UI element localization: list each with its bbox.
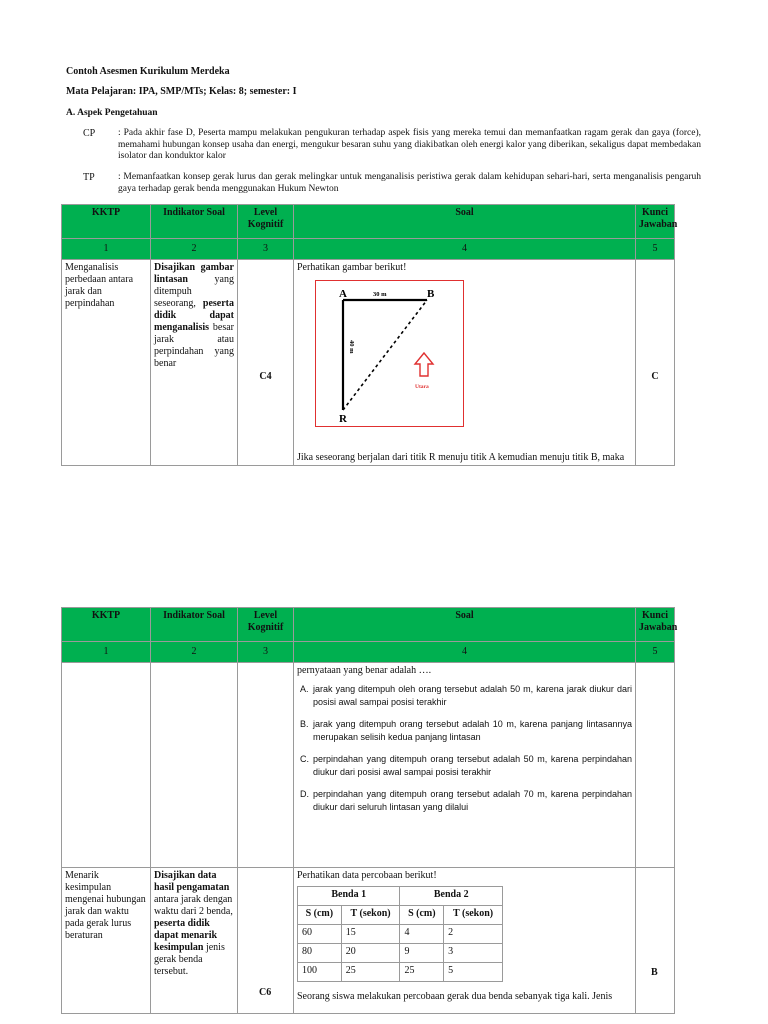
- indikator-bold: peserta didik dapat menarik kesimpulan: [154, 918, 218, 953]
- column-number: 3: [238, 642, 294, 663]
- level-value: C6: [259, 987, 272, 998]
- indikator-bold: peserta didik dapat menganalisis: [154, 298, 234, 333]
- data-cell: 25: [400, 963, 444, 982]
- data-row: [298, 944, 503, 963]
- answer-option-c: [297, 753, 632, 779]
- group-header-benda-2: Benda 2: [400, 887, 503, 906]
- soal-intro: Perhatikan gambar berikut!: [297, 262, 407, 273]
- kktp-cell: [62, 260, 151, 466]
- table-row: [62, 663, 675, 868]
- data-cell: 25: [341, 963, 400, 982]
- kktp-cell: [62, 663, 151, 868]
- column-number: 1: [62, 642, 151, 663]
- data-row: [298, 925, 503, 944]
- column-number: 5: [636, 642, 675, 663]
- point-r-label: R: [339, 413, 347, 425]
- point-b-label: B: [427, 288, 435, 300]
- experiment-data-table: [297, 886, 503, 982]
- level-cell: [238, 663, 294, 868]
- data-cell: 80: [298, 944, 342, 963]
- path-figure: [315, 280, 465, 428]
- header-soal: Soal: [294, 608, 636, 642]
- cp-label: CP: [83, 128, 96, 139]
- indikator-cell: [151, 663, 238, 868]
- point-a-label: A: [339, 288, 347, 300]
- north-label: Utara: [415, 384, 429, 390]
- option-letter: D.: [300, 789, 309, 799]
- assessment-table-1: [61, 204, 678, 466]
- data-cell: 5: [444, 963, 503, 982]
- header-indikator: Indikator Soal: [151, 608, 238, 642]
- kunci-cell: [636, 260, 675, 466]
- option-letter: B.: [300, 719, 309, 729]
- answer-option-b: [297, 718, 632, 744]
- option-letter: C.: [300, 754, 309, 764]
- soal-intro: Perhatikan data percobaan berikut!: [297, 870, 437, 881]
- table-row: [62, 260, 675, 466]
- column-number-row: [62, 642, 675, 663]
- column-number: 4: [294, 239, 636, 260]
- column-header: T (sekon): [444, 906, 503, 925]
- indikator-cell: [151, 868, 238, 1014]
- header-kktp: KKTP: [62, 608, 151, 642]
- column-header: S (cm): [400, 906, 444, 925]
- soal-continuation: pernyataan yang benar adalah ….: [297, 665, 432, 676]
- column-number: 2: [151, 642, 238, 663]
- table-header-row: [62, 205, 675, 239]
- level-cell: [238, 868, 294, 1014]
- header-kunci: Kunci Jawaban: [636, 608, 675, 642]
- kunci-value: B: [651, 967, 658, 978]
- option-text: perpindahan yang ditempuh orang tersebut adalah 50 m, karena perpindahan diukur dari posisi awal sampai posisi terakhir: [313, 754, 632, 777]
- kunci-cell: [636, 663, 675, 868]
- assessment-table-2: [61, 607, 678, 1014]
- column-header: S (cm): [298, 906, 342, 925]
- soal-continuation: Seorang siswa melakukan percobaan gerak dua benda sebanyak tiga kali. Jenis: [297, 991, 613, 1002]
- soal-cell: [294, 663, 636, 868]
- kktp-cell: [62, 868, 151, 1014]
- indikator-bold: Disajikan gambar lintasan: [154, 262, 234, 285]
- kktp-text: Menarik kesimpulan mengenai hubungan jarak dan waktu pada gerak lurus beraturan: [65, 870, 146, 941]
- column-number: 5: [636, 239, 675, 260]
- answer-option-a: [297, 683, 632, 709]
- level-cell: [238, 260, 294, 466]
- column-number: 1: [62, 239, 151, 260]
- header-kktp: KKTP: [62, 205, 151, 239]
- data-cell: 100: [298, 963, 342, 982]
- option-text: perpindahan yang ditempuh orang tersebut adalah 70 m, karena perpindahan diukur dari seluruh lintasan yang dilalui: [313, 789, 632, 812]
- cp-text: : Pada akhir fase D, Peserta mampu melakukan pengukuran terhadap aspek fisis yang mereka temui dan memanfaatkan ragam gerak dan gaya (force), memahami hubungan konsep usaha dan energi, mengukur besaran suhu yang diakibatkan oleh energi kalor yang diberikan, sekaligus dapat membedakan isolator dan konduktor kalor: [118, 128, 701, 161]
- option-text: jarak yang ditempuh orang tersebut adalah 10 m, karena panjang lintasannya merupakan selisih kedua panjang lintasan: [313, 719, 632, 742]
- section-heading: A. Aspek Pengetahuan: [66, 108, 158, 118]
- tp-text: : Memanfaatkan konsep gerak lurus dan gerak melingkar untuk menganalisis peristiwa gerak dalam kehidupan sehari-hari, serta menganalisis pengaruh gaya terhadap gerak benda menggunakan Hukum Newton: [118, 172, 701, 194]
- data-cell: 9: [400, 944, 444, 963]
- table-row: [62, 868, 675, 1014]
- indikator-bold: Disajikan data hasil pengamatan: [154, 870, 230, 893]
- soal-cell: [294, 260, 636, 466]
- column-number-row: [62, 239, 675, 260]
- document-title: Contoh Asesmen Kurikulum Merdeka: [66, 66, 230, 77]
- column-header: T (sekon): [341, 906, 400, 925]
- indikator-text: antara jarak dengan waktu dari 2 benda,: [154, 894, 233, 917]
- table-header-row: [62, 608, 675, 642]
- data-cell: 4: [400, 925, 444, 944]
- header-soal: Soal: [294, 205, 636, 239]
- header-level: Level Kognitif: [238, 205, 294, 239]
- data-cell: 15: [341, 925, 400, 944]
- data-cell: 2: [444, 925, 503, 944]
- kunci-value: C: [651, 370, 659, 382]
- kktp-text: Menganalisis perbedaan antara jarak dan perpindahan: [65, 262, 134, 309]
- data-cell: 3: [444, 944, 503, 963]
- indikator-text: jenis gerak benda tersebut.: [154, 942, 225, 977]
- answer-option-d: [297, 788, 632, 814]
- option-letter: A.: [300, 684, 309, 694]
- subject-info: Mata Pelajaran: IPA, SMP/MTs; Kelas: 8; semester: I: [66, 86, 297, 97]
- header-indikator: Indikator Soal: [151, 205, 238, 239]
- header-kunci: Kunci Jawaban: [636, 205, 675, 239]
- option-text: jarak yang ditempuh oleh orang tersebut adalah 50 m, karena jarak diukur dari posisi awal sampai posisi terakhir: [313, 684, 632, 707]
- group-header-benda-1: Benda 1: [298, 887, 400, 906]
- header-level: Level Kognitif: [238, 608, 294, 642]
- column-number: 3: [238, 239, 294, 260]
- indikator-cell: [151, 260, 238, 466]
- indikator-text: yang ditempuh seseorang,: [154, 274, 234, 309]
- data-cell: 20: [341, 944, 400, 963]
- kunci-cell: [636, 868, 675, 1014]
- level-value: C4: [259, 370, 272, 382]
- data-cell: 60: [298, 925, 342, 944]
- data-row: [298, 963, 503, 982]
- soal-continuation: Jika seseorang berjalan dari titik R menuju titik A kemudian menuju titik B, maka: [297, 452, 625, 463]
- ab-distance-label: 30 m: [373, 291, 387, 298]
- tp-label: TP: [83, 172, 95, 183]
- soal-cell: [294, 868, 636, 1014]
- ar-distance-label: 40 m: [348, 340, 355, 354]
- column-number: 4: [294, 642, 636, 663]
- indikator-text: besar jarak atau perpindahan yang benar: [154, 322, 234, 369]
- column-number: 2: [151, 239, 238, 260]
